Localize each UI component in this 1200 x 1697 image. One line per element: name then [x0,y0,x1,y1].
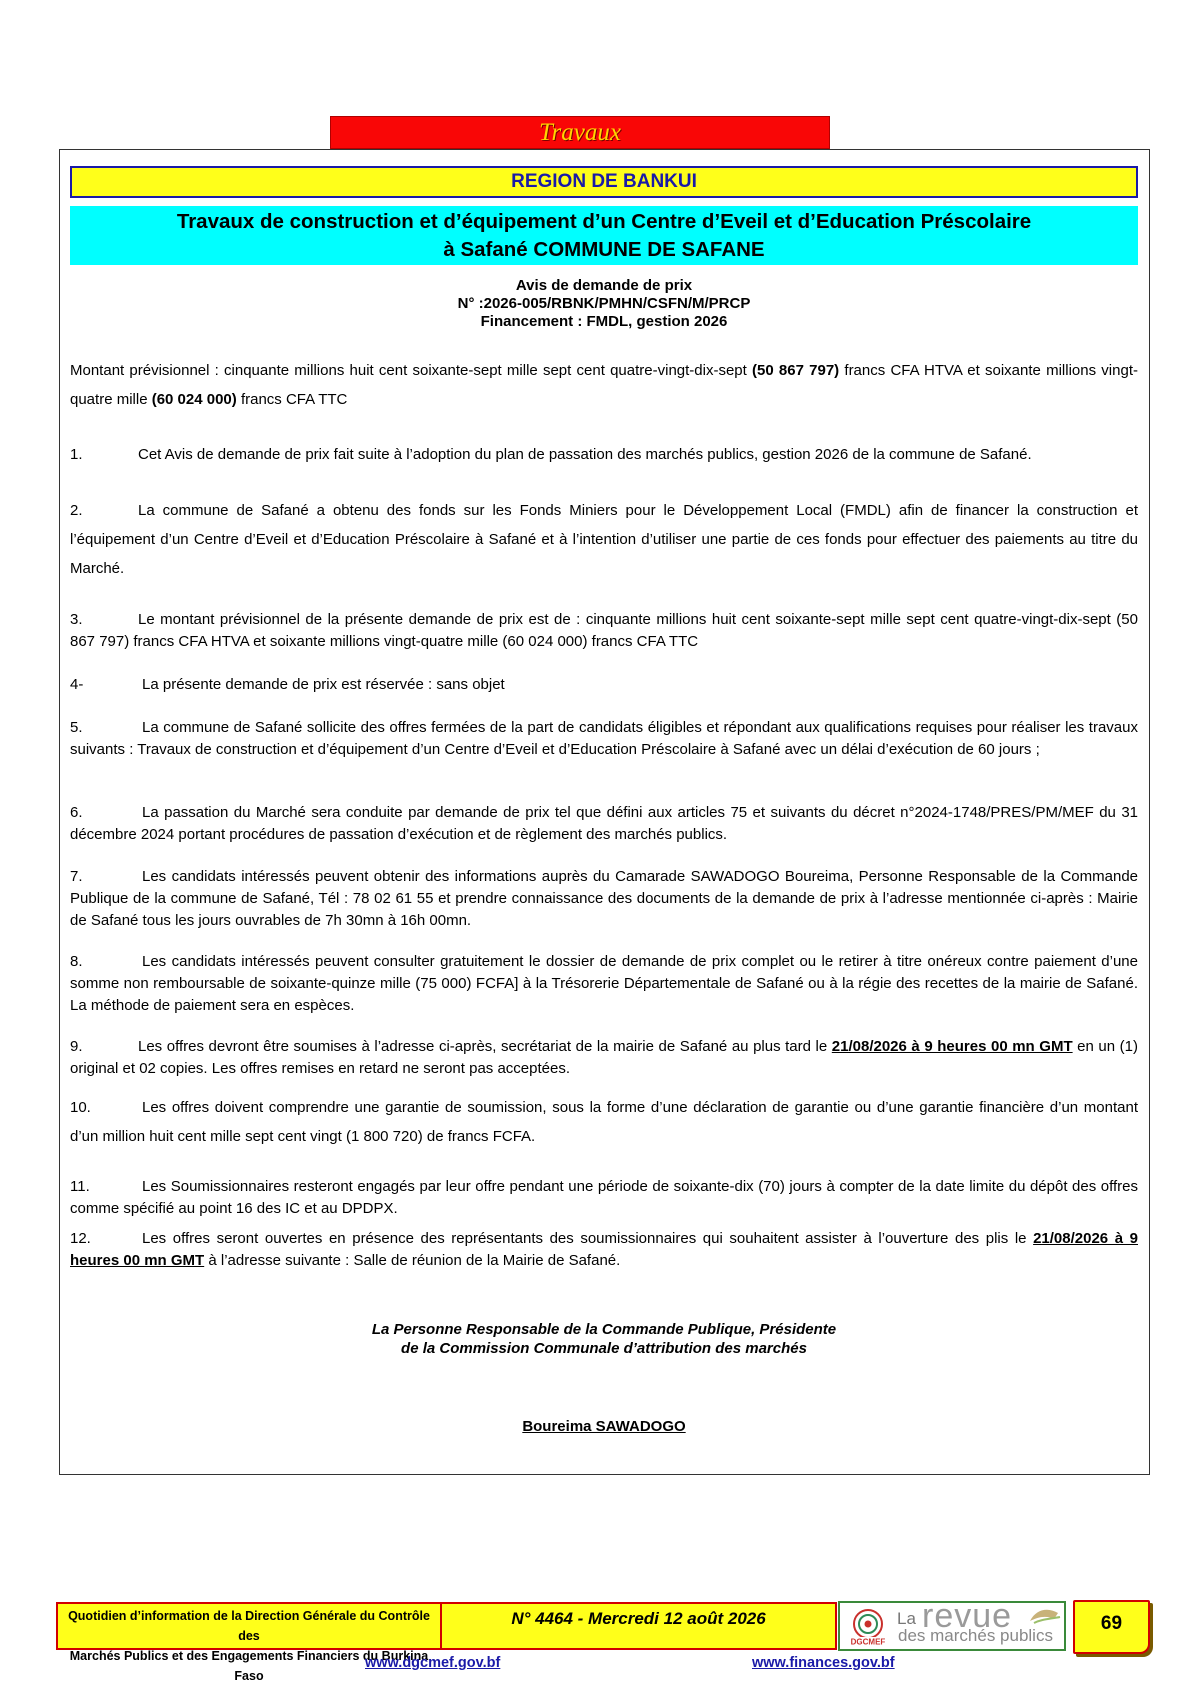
region-banner: REGION DE BANKUI [70,166,1138,198]
logo-revue: revue [922,1597,1013,1635]
paragraph-text: Les candidats intéressés peuvent obtenir des informations auprès du Camarade SAWADOGO Boureima, Personne Responsable de la Commande Publique de la commune de Safané, Tél : 78 02 61 55 et prendre connaissance des documents de la demande de prix à l’adresse mentionnée ci-après : Mairie de Safané tous les jours ouvrables de 7h 30mn à 16h 00mn. [70,868,1138,929]
paragraph-number: 3. [70,611,83,628]
paragraph-text: La commune de Safané a obtenu des fonds sur les Fonds Miniers pour le Développement Local (FMDL) afin de financer la construction et l’équipement d’un Centre d’Eveil et d’Education Préscolaire à Safané et à l’intention d’utiliser une partie de ces fonds pour effectuer des paiements au titre du Marché. [70,502,1138,577]
paragraph-number: 10. [70,1099,91,1116]
paragraph-number: 5. [70,719,83,736]
logo-la: La [897,1609,916,1628]
paragraph-text: La présente demande de prix est réservée : sans objet [142,676,505,693]
paragraph-3 [70,609,1138,653]
paragraph-text: Les Soumissionnaires resteront engagés par leur offre pendant une période de soixante-dix (70) jours à compter de la date limite du dépôt des offres comme spécifié au point 16 des IC et au DPDPX. [70,1178,1138,1217]
paragraph-text: Les candidats intéressés peuvent consulter gratuitement le dossier de demande de prix complet ou le retirer à titre onéreux contre paiement d’une somme non remboursable de soixante-quinze mille (75 000) FCFA] à la Trésorerie Départementale de Safané ou à la régie des recettes de la mairie de Safané. La méthode de paiement sera en espèces. [70,953,1138,1014]
paragraph-2 [70,496,1138,583]
amount-text: francs CFA TTC [236,391,348,408]
notice-title-line2: à Safané COMMUNE DE SAFANE [443,238,765,261]
signature-line2: de la Commission Communale d’attribution des marchés [401,1340,807,1357]
link-finances[interactable]: www.finances.gov.bf [752,1655,895,1671]
notice-type: Avis de demande de prix [515,277,693,294]
amount-paragraph [70,356,1138,414]
paragraph-number: 9. [70,1038,83,1055]
paragraph-number: 7. [70,868,83,885]
opening-deadline: 21/08/2026 à 9 heures 00 mn GMT [70,1230,1138,1269]
paragraph-number: 1. [70,446,83,463]
notice-title [70,206,1138,265]
submission-deadline: 21/08/2026 à 9 heures 00 mn GMT [831,1038,1073,1055]
notice-reference: N° :2026-005/RBNK/PMHN/CSFN/M/PRCP [457,295,751,312]
paragraph-11 [70,1176,1138,1220]
paragraph-4 [70,674,1138,696]
paragraph-text: Les offres doivent comprendre une garantie de soumission, sous la forme d’une déclaration de garantie ou d’une garantie financière d’un montant d’un million huit cent mille sept cent vingt (1 800 720) de francs FCFA. [70,1099,1138,1145]
signer-name: Boureima SAWADOGO [522,1418,686,1435]
paragraph-text: Les offres devront être soumises à l’adresse ci-après, secrétariat de la mairie de Safané au plus tard le [138,1038,832,1055]
paragraph-7 [70,866,1138,932]
amount-htva: (50 867 797) [752,362,840,379]
paragraph-text: La passation du Marché sera conduite par demande de prix tel que défini aux articles 75 et suivants du décret n°2024-1748/PRES/PM/MEF du 31 décembre 2024 portant procédures de passation d’exécution et de règlement des marchés publics. [70,804,1138,843]
paragraph-1 [70,440,1138,469]
amount-text: Montant prévisionnel : cinquante millions huit cent soixante-sept mille sept cent quatre-vingt-dix-sept [70,362,753,379]
revue-logo [838,1597,1066,1651]
paragraph-6 [70,802,1138,846]
signature-title [70,1320,1138,1358]
paragraph-text: Cet Avis de demande de prix fait suite à l’adoption du plan de passation des marchés publics, gestion 2026 de la commune de Safané. [138,446,1032,463]
dgcmef-seal-icon [846,1607,890,1647]
logo-subtitle: des marchés publics [898,1626,1053,1645]
page-number: 69 [1073,1600,1150,1654]
paragraph-text: à l’adresse suivante : Salle de réunion de la Mairie de Safané. [204,1252,621,1269]
paragraph-text: La commune de Safané sollicite des offres fermées de la part de candidats éligibles et répondant aux qualifications requises pour réaliser les travaux suivants : Travaux de construction et d’équipement d’un Centre d’Eveil et d’Education Préscolaire à Safané avec un délai d’exécution de 60 jours ; [70,719,1138,758]
link-dgcmef[interactable]: www.dgcmef.gov.bf [365,1655,501,1671]
paragraph-12 [70,1228,1138,1272]
paragraph-10 [70,1093,1138,1151]
paragraph-number: 12. [70,1230,91,1247]
paragraph-8 [70,951,1138,1017]
footer-publisher-line2: Marchés Publics et des Engagements Financiers du Burkina Faso [69,1649,429,1683]
paragraph-text: en un (1) original et 02 copies. Les offres remises en retard ne seront pas acceptées. [70,1038,1138,1077]
paragraph-number: 6. [70,804,83,821]
paragraph-number: 4- [70,676,84,693]
paragraph-number: 8. [70,953,83,970]
notice-header-block [70,277,1138,331]
footer-issue: N° 4464 - Mercredi 12 août 2026 [442,1602,837,1650]
paragraph-number: 2. [70,502,83,519]
amount-text: francs CFA HTVA et soixante millions vingt-quatre mille [70,362,1138,408]
map-swoosh-icon [1026,1605,1062,1627]
notice-financing: Financement : FMDL, gestion 2026 [480,313,728,330]
footer-publisher-line1: Quotidien d’information de la Direction Générale du Contrôle des [68,1609,430,1643]
paragraph-5 [70,717,1138,761]
paragraph-number: 11. [70,1178,90,1195]
seal-label: DGCMEF [850,1637,886,1647]
paragraph-text: Les offres seront ouvertes en présence des représentants des soumissionnaires qui souhaitent assister à l’ouverture des plis le [142,1230,1034,1247]
signature-line1: La Personne Responsable de la Commande Publique, Présidente [371,1321,837,1338]
notice-title-line1: Travaux de construction et d’équipement d’un Centre d’Eveil et d’Education Préscolaire [176,210,1032,233]
paragraph-text: Le montant prévisionnel de la présente demande de prix est de : cinquante millions huit cent soixante-sept mille sept cent quatre-vingt-dix-sept (50 867 797) francs CFA HTVA et soixante millions vingt-quatre mille (60 024 000) francs CFA TTC [70,611,1138,650]
paragraph-9 [70,1036,1138,1080]
section-tab-travaux: Travaux [330,116,830,149]
amount-ttc: (60 024 000) [151,391,237,408]
